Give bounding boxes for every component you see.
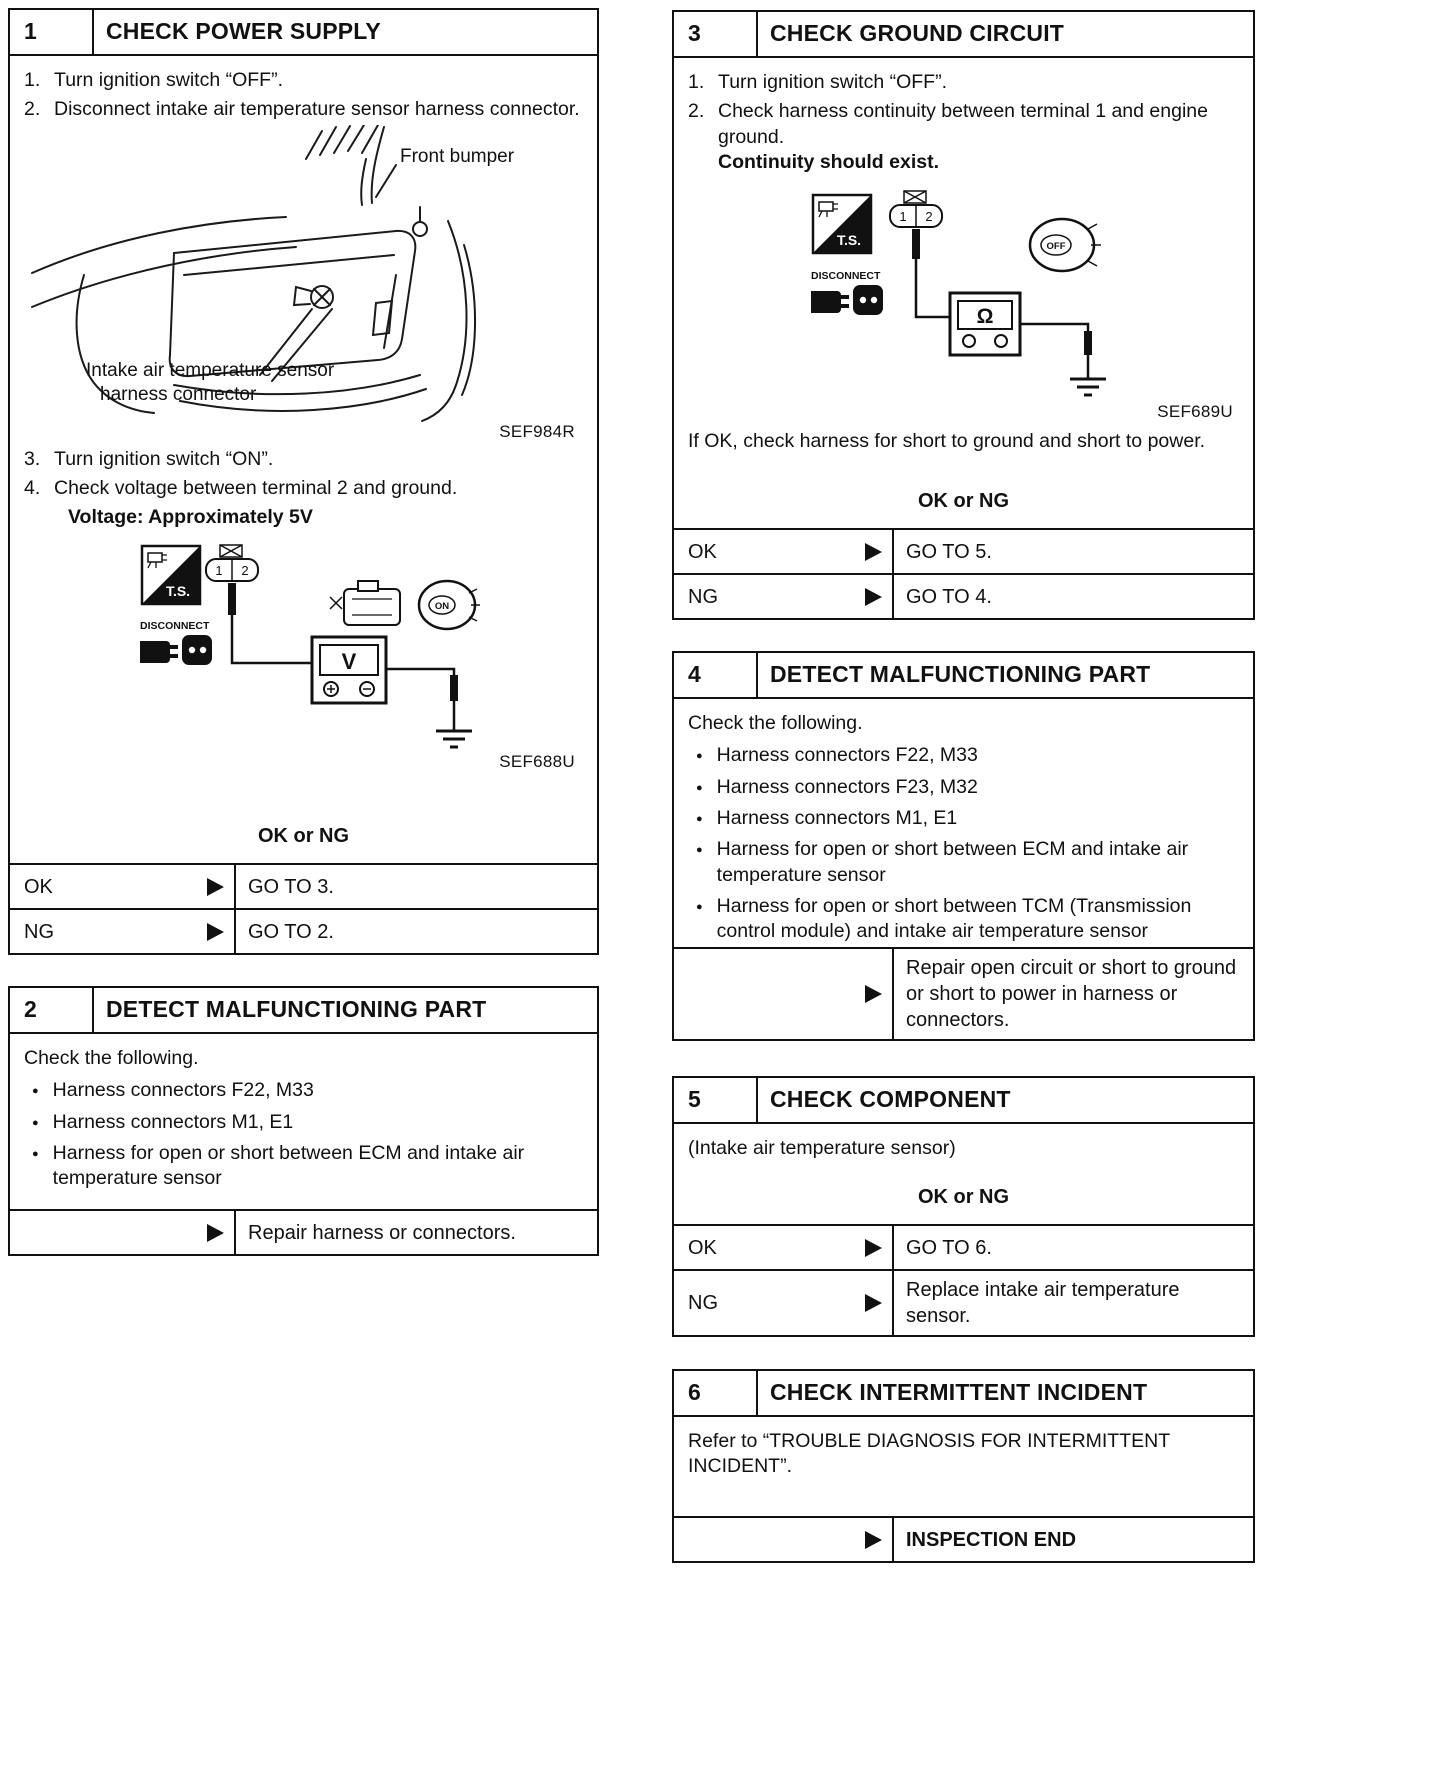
instruction-item: 1. Turn ignition switch “OFF”. [688, 71, 947, 93]
figure-ref-sef984r: SEF984R [499, 421, 575, 441]
step-6-header [674, 1371, 1253, 1417]
decision-table [674, 947, 1253, 1039]
result-action: INSPECTION END [906, 1528, 1077, 1551]
result-left-cell [674, 1226, 894, 1269]
step-1-body [10, 56, 597, 863]
terminal-connector-icon [206, 545, 258, 581]
step-5-header [674, 1078, 1253, 1124]
step-3-body [674, 58, 1253, 528]
instruction-item: 3. Turn ignition switch “ON”. [24, 447, 274, 470]
result-left-cell [674, 1518, 894, 1561]
decision-row-ng [674, 573, 1253, 618]
ignition-off-icon [1030, 219, 1101, 271]
bullet-item: ● Harness connectors F22, M33 [24, 1078, 583, 1103]
result-label: NG [24, 920, 54, 943]
decision-row-ok [10, 865, 597, 908]
decision-row [674, 1518, 1253, 1561]
refer-text: Refer to “TROUBLE DIAGNOSIS FOR INTERMITTENT INCIDENT”. [688, 1430, 1170, 1478]
figure-voltmeter-check [24, 541, 583, 773]
sensor-label-line1: Intake air temperature sensor [86, 359, 335, 381]
step-2-body [10, 1034, 597, 1209]
if-ok-note: If OK, check harness for short to ground and short to power. [688, 430, 1206, 453]
arrow-right-icon [207, 878, 224, 896]
ohmmeter-omega-label: Ω [976, 305, 994, 329]
step-number: 3 [674, 12, 758, 56]
disconnected-harness-icon [140, 635, 212, 665]
sensor-label-line2: harness connector [100, 383, 257, 405]
result-action: Replace intake air temperature sensor. [906, 1279, 1180, 1327]
decision-row-ng [674, 1269, 1253, 1335]
decision-table [10, 863, 597, 953]
arrow-right-icon [865, 1294, 882, 1312]
figure-ref-sef688u: SEF688U [499, 751, 575, 771]
disconnect-label: DISCONNECT [811, 270, 881, 283]
ts-label: T.S. [165, 582, 191, 599]
result-left-cell [10, 1211, 236, 1254]
bullet-item: ● Harness connectors F23, M32 [688, 775, 1239, 800]
decision-row [10, 1211, 597, 1254]
step-title: CHECK COMPONENT [770, 1086, 1011, 1113]
ohmmeter-circuit-drawing [688, 183, 1239, 425]
step-3-check-ground-circuit [672, 10, 1255, 620]
step-1-check-power-supply [8, 8, 599, 955]
ts-tool-icon [142, 546, 200, 604]
result-action: GO TO 2. [248, 920, 334, 943]
result-action: Repair harness or connectors. [248, 1221, 516, 1244]
ts-tool-icon [813, 195, 871, 253]
pin-1-label: 1 [215, 562, 223, 578]
step-title: CHECK POWER SUPPLY [106, 18, 381, 45]
step-number: 6 [674, 1371, 758, 1415]
ignition-on-label: ON [434, 600, 450, 612]
step-number: 2 [10, 988, 94, 1032]
result-left-cell [10, 865, 236, 908]
result-left-cell [674, 949, 894, 1039]
step-3-header [674, 12, 1253, 58]
decision-row-ok [674, 530, 1253, 573]
component-name: (Intake air temperature sensor) [688, 1137, 956, 1159]
bullet-item: ● Harness connectors F22, M33 [688, 743, 1239, 768]
instruction-item: 4. Check voltage between terminal 2 and ground. [24, 477, 458, 500]
terminal-connector-icon [890, 191, 942, 227]
result-label: NG [688, 585, 718, 608]
pin-2-label: 2 [241, 562, 249, 578]
sensor-connector-icon [330, 581, 400, 625]
step-4-body [674, 699, 1253, 947]
step-2-detect-malfunctioning-part [8, 986, 599, 1256]
result-action: GO TO 5. [906, 540, 992, 563]
result-left-cell [674, 575, 894, 618]
bullet-item: ● Harness for open or short between ECM and intake air temperature sensor [24, 1141, 583, 1192]
instruction-item: 1. Turn ignition switch “OFF”. [24, 69, 283, 91]
step-4-header [674, 653, 1253, 699]
result-action: GO TO 4. [906, 585, 992, 608]
arrow-right-icon [207, 923, 224, 941]
instruction-item: 2. Check harness continuity between terminal 1 and engine ground. Continuity should exist. [688, 99, 1239, 175]
ok-or-ng-heading: OK or NG [917, 490, 1010, 512]
pin-1-label: 1 [899, 209, 907, 225]
result-left-cell [674, 1271, 894, 1335]
voltage-spec: Voltage: Approximately 5V [68, 506, 313, 529]
result-label: OK [24, 875, 53, 898]
ok-or-ng-heading: OK or NG [257, 825, 350, 847]
decision-table [10, 1209, 597, 1254]
intro-text: Check the following. [688, 712, 863, 734]
instruction-item: 2. Disconnect intake air temperature sensor harness connector. [24, 98, 580, 121]
step-4-detect-malfunctioning-part [672, 651, 1255, 1041]
decision-table [674, 528, 1253, 618]
ts-label: T.S. [836, 232, 862, 249]
disconnected-harness-icon [811, 285, 883, 315]
voltmeter-v-label: V [341, 648, 357, 674]
arrow-right-icon [865, 588, 882, 606]
result-action: Repair open circuit or short to ground or short to power in harness or connectors. [906, 957, 1237, 1031]
step-number: 4 [674, 653, 758, 697]
result-label: OK [688, 540, 717, 563]
arrow-right-icon [865, 1531, 882, 1549]
bullet-item: ● Harness connectors M1, E1 [24, 1110, 583, 1135]
step-title: CHECK INTERMITTENT INCIDENT [770, 1379, 1148, 1406]
bullet-item: ● Harness connectors M1, E1 [688, 806, 1239, 831]
ignition-off-label: OFF [1046, 241, 1066, 253]
step-title: DETECT MALFUNCTIONING PART [770, 661, 1151, 688]
front-bumper-label: Front bumper [400, 145, 515, 167]
voltmeter-circuit-drawing [24, 541, 583, 773]
ground-icon [436, 731, 472, 747]
step-6-body [674, 1417, 1253, 1516]
pin-2-label: 2 [925, 209, 933, 225]
figure-ohmmeter-check [688, 183, 1239, 425]
result-left-cell [10, 910, 236, 953]
step-5-check-component [672, 1076, 1255, 1337]
result-left-cell [674, 530, 894, 573]
bullet-item: ● Harness for open or short between TCM (Transmission control module) and intake air temperature sensor [688, 894, 1239, 945]
result-action: GO TO 3. [248, 875, 334, 898]
result-action: GO TO 6. [906, 1236, 992, 1259]
figure-bumper-sensor-location [24, 125, 583, 445]
decision-row-ng [10, 908, 597, 953]
decision-row-ok [674, 1226, 1253, 1269]
decision-table [674, 1516, 1253, 1561]
disconnect-label: DISCONNECT [140, 619, 210, 632]
arrow-right-icon [865, 985, 882, 1003]
voltmeter-icon [312, 637, 386, 703]
step-title: CHECK GROUND CIRCUIT [770, 20, 1065, 47]
result-label: OK [688, 1236, 717, 1259]
bullet-item: ● Harness for open or short between ECM and intake air temperature sensor [688, 837, 1239, 888]
result-label: NG [688, 1292, 718, 1314]
figure-ref-sef689u: SEF689U [1157, 402, 1233, 422]
step-2-header [10, 988, 597, 1034]
ok-or-ng-heading: OK or NG [917, 1186, 1010, 1208]
arrow-right-icon [207, 1224, 224, 1242]
arrow-right-icon [865, 543, 882, 561]
ignition-on-icon [419, 581, 480, 629]
step-title: DETECT MALFUNCTIONING PART [106, 996, 487, 1023]
decision-row [674, 949, 1253, 1039]
instruction-text: Check harness continuity between terminal 1 and engine ground. [718, 100, 1208, 148]
continuity-spec: Continuity should exist. [718, 151, 940, 174]
intro-text: Check the following. [24, 1047, 199, 1069]
step-6-check-intermittent-incident [672, 1369, 1255, 1563]
step-number: 5 [674, 1078, 758, 1122]
step-1-header [10, 10, 597, 56]
arrow-right-icon [865, 1239, 882, 1257]
step-number: 1 [10, 10, 94, 54]
ground-icon [1070, 379, 1106, 395]
decision-table [674, 1224, 1253, 1335]
ohmmeter-icon [950, 293, 1020, 355]
step-5-body [674, 1124, 1253, 1224]
